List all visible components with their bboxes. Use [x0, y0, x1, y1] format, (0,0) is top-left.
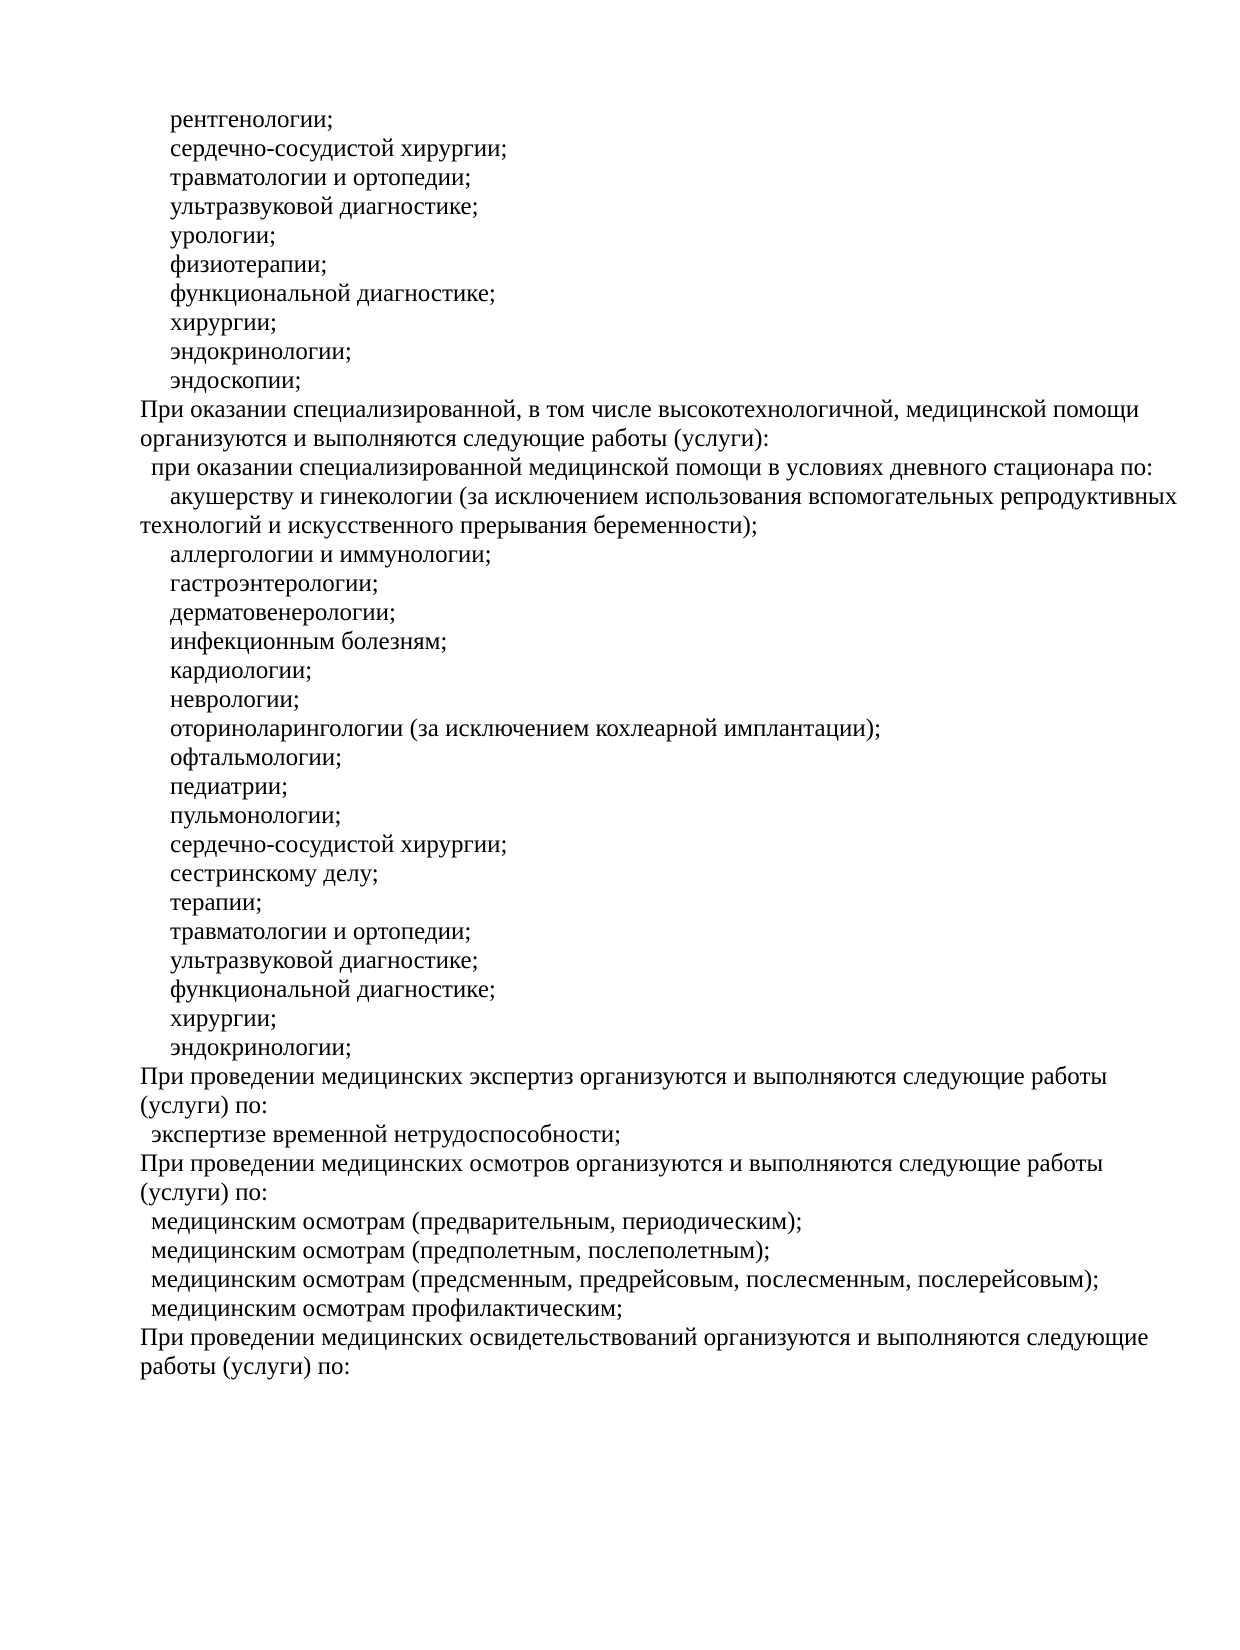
document-body [140, 105, 1220, 1381]
text-line: пульмонологии; [170, 802, 342, 829]
text-line: оториноларингологии (за исключением кохлеарной имплантации); [170, 715, 882, 742]
text-line: терапии; [170, 889, 263, 916]
text-line: гастроэнтерологии; [170, 570, 379, 597]
text-line: хирургии; [170, 1005, 278, 1032]
text-line: инфекционным болезням; [170, 628, 448, 655]
text-line: эндоскопии; [170, 367, 302, 394]
text-line: функциональной диагностике; [170, 280, 496, 307]
text-line: медицинским осмотрам (предполетным, послеполетным); [151, 1237, 771, 1264]
text-line: урологии; [170, 222, 277, 249]
text-line: организуются и выполняются следующие работы (услуги): [140, 425, 770, 452]
text-line: медицинским осмотрам (предсменным, предрейсовым, послесменным, послерейсовым); [151, 1266, 1100, 1293]
text-line: (услуги) по: [140, 1179, 268, 1206]
text-line: педиатрии; [170, 773, 289, 800]
text-line: сестринскому делу; [170, 860, 379, 887]
text-line: дерматовенерологии; [170, 599, 396, 626]
text-line: технологий и искусственного прерывания беременности); [140, 512, 758, 539]
text-line: сердечно-сосудистой хирургии; [170, 831, 508, 858]
text-line: При оказании специализированной, в том числе высокотехнологичной, медицинской помощи [140, 396, 1140, 423]
text-line: травматологии и ортопедии; [170, 164, 472, 191]
text-line: эндокринологии; [170, 338, 352, 365]
text-line: неврологии; [170, 686, 300, 713]
text-line: аллергологии и иммунологии; [170, 541, 492, 568]
text-line: при оказании специализированной медицинской помощи в условиях дневного стационара по: [151, 454, 1154, 481]
text-line: медицинским осмотрам профилактическим; [151, 1295, 623, 1322]
text-line: акушерству и гинекологии (за исключением использования вспомогательных репродуктивных [170, 483, 1178, 510]
text-line: ультразвуковой диагностике; [170, 947, 479, 974]
text-line: хирургии; [170, 309, 278, 336]
text-line: При проведении медицинских освидетельствований организуются и выполняются следующие [140, 1324, 1149, 1351]
text-line: медицинским осмотрам (предварительным, периодическим); [151, 1208, 803, 1235]
text-line: ультразвуковой диагностике; [170, 193, 479, 220]
text-line: офтальмологии; [170, 744, 343, 771]
text-line: травматологии и ортопедии; [170, 918, 472, 945]
text-line: эндокринологии; [170, 1034, 352, 1061]
text-line: кардиологии; [170, 657, 313, 684]
text-line: работы (услуги) по: [140, 1353, 351, 1380]
text-line: При проведении медицинских экспертиз организуются и выполняются следующие работы [140, 1063, 1108, 1090]
text-line: экспертизе временной нетрудоспособности; [151, 1121, 622, 1148]
text-line: рентгенологии; [170, 106, 334, 133]
text-line: физиотерапии; [170, 251, 328, 278]
text-line: При проведении медицинских осмотров организуются и выполняются следующие работы [140, 1150, 1104, 1177]
text-line: (услуги) по: [140, 1092, 268, 1119]
text-line: функциональной диагностике; [170, 976, 496, 1003]
text-line: сердечно-сосудистой хирургии; [170, 135, 508, 162]
